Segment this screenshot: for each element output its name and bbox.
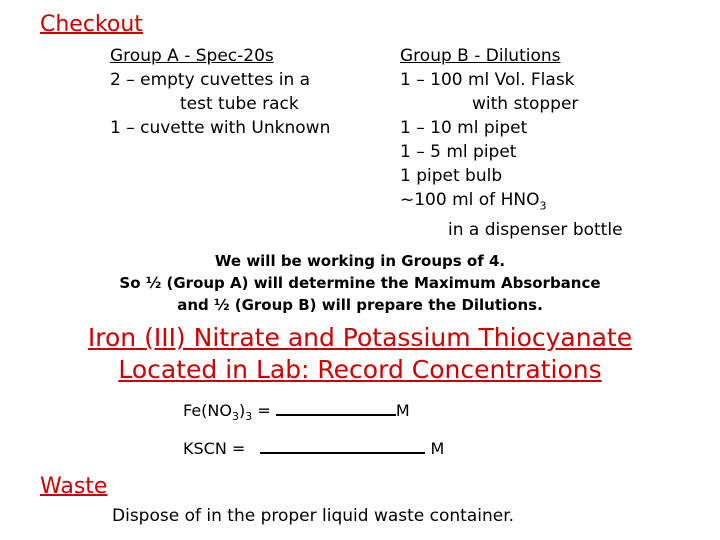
checkout-title: Checkout — [40, 12, 143, 37]
kscn-label: KSCN = — [183, 439, 251, 458]
fe-nitrate-field — [183, 400, 410, 423]
group-b-line: 1 pipet bulb — [400, 166, 503, 186]
group-a-section — [110, 44, 330, 140]
kscn-unit: M — [425, 439, 445, 458]
groups-note-line: We will be working in Groups of 4. — [214, 252, 506, 270]
group-a-heading: Group A - Spec-20s — [110, 46, 274, 66]
groups-note-line: So ½ (Group A) will determine the Maximum Absorbance — [119, 274, 601, 292]
groups-note-line: and ½ (Group B) will prepare the Dilutions. — [177, 296, 543, 314]
reagents-line: Located in Lab: Record Concentrations — [118, 355, 602, 384]
group-a-line: 1 – cuvette with Unknown — [110, 118, 331, 138]
group-b-line: 1 – 5 ml pipet — [400, 142, 517, 162]
group-b-line: with stopper — [472, 94, 579, 114]
fe-formula: Fe(NO — [183, 401, 232, 420]
group-b-line: 1 – 10 ml pipet — [400, 118, 528, 138]
hno3-subscript: 3 — [539, 199, 547, 213]
hno3-prefix: ~100 ml of HNO — [400, 190, 540, 210]
fe-equals: = — [252, 401, 276, 420]
fe-subscript: 3 — [231, 410, 239, 424]
kscn-blank-line[interactable] — [260, 438, 425, 454]
waste-title: Waste — [40, 474, 108, 499]
group-b-heading: Group B - Dilutions — [400, 46, 561, 66]
group-b-line: in a dispenser bottle — [448, 220, 623, 241]
group-b-line: 1 – 100 ml Vol. Flask — [400, 70, 575, 90]
group-b-hno3-line — [400, 188, 623, 218]
kscn-field — [183, 438, 444, 458]
fe-unit: M — [395, 401, 410, 420]
waste-instruction: Dispose of in the proper liquid waste container. — [112, 506, 515, 526]
group-a-line: test tube rack — [180, 94, 299, 114]
groups-note — [0, 250, 720, 316]
reagents-line: Iron (III) Nitrate and Potassium Thiocyanate — [87, 323, 633, 352]
fe-blank-line[interactable] — [276, 400, 396, 416]
group-a-line: 2 – empty cuvettes in a — [110, 70, 311, 90]
fe-subscript: 3 — [245, 410, 253, 424]
group-b-section — [400, 44, 623, 242]
reagents-heading — [0, 322, 720, 386]
fe-close: ) — [238, 401, 246, 420]
